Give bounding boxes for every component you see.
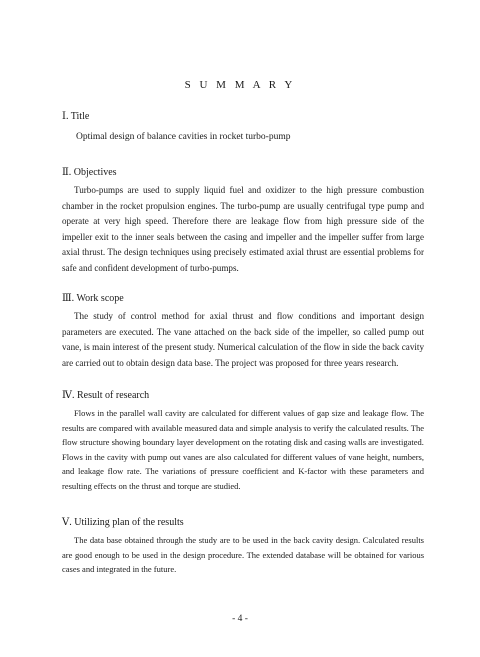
paragraph: The study of control method for axial thrust and flow conditions and important design parameters are executed. The vane attached on the back side of the impeller, so called pump out vane, is main interest of the present study. Numerical calculation of the flow in side the back cavity are carried out to obtain design data base. The project was proposed for three years research. (62, 311, 424, 368)
section-heading: Ⅲ. Work scope (62, 293, 124, 304)
section-utilizing-plan (62, 516, 424, 577)
section-heading: Ⅳ. Result of research (62, 390, 150, 401)
section-heading: Ⅴ. Utilizing plan of the results (62, 517, 184, 528)
paragraph: The data base obtained through the study are to be used in the back cavity design. Calculated results are good enough to be used in the design procedure. The extended database will be obtained for various cases and integrated in the future. (62, 535, 424, 575)
section-title (62, 110, 424, 142)
section-results (62, 389, 424, 494)
paragraph: Flows in the parallel wall cavity are calculated for different values of gap size and leakage flow. The results are compared with available measured data and simple analysis to verify the calculated results. The flow structure showing boundary layer development on the rotating disk and casing walls are investigated. (62, 408, 424, 448)
section-body (62, 406, 424, 494)
section-objectives (62, 166, 424, 277)
project-title: Optimal design of balance cavities in rocket turbo-pump (76, 132, 291, 142)
section-heading: Ⅰ. Title (62, 111, 90, 122)
section-body (62, 533, 424, 577)
page-title: S U M M A R Y (184, 79, 296, 91)
section-body (62, 183, 424, 277)
page-number: - 4 - (232, 614, 248, 624)
paragraph: Flows in the cavity with pump out vanes are also calculated for different values of vane height, numbers, and leakage flow rate. The variations of pressure coefficient and K-factor with these parameters and resulting effects on the thrust and torque are studied. (62, 451, 424, 491)
section-body (62, 309, 424, 371)
section-work-scope (62, 292, 424, 371)
section-heading: Ⅱ. Objectives (62, 167, 117, 178)
paragraph: Turbo-pumps are used to supply liquid fuel and oxidizer to the high pressure combustion chamber in the rocket propulsion engines. The turbo-pump are usually centrifugal type pump and operate at very high speed. Therefore there are leakage flow from high pressure side of the impeller exit to the inner seals between the casing and impeller and the impeller suffer from large axial thrust. The design techniques using precisely estimated axial thrust are essential problems for safe and confident development of turbo-pumps. (62, 185, 424, 273)
